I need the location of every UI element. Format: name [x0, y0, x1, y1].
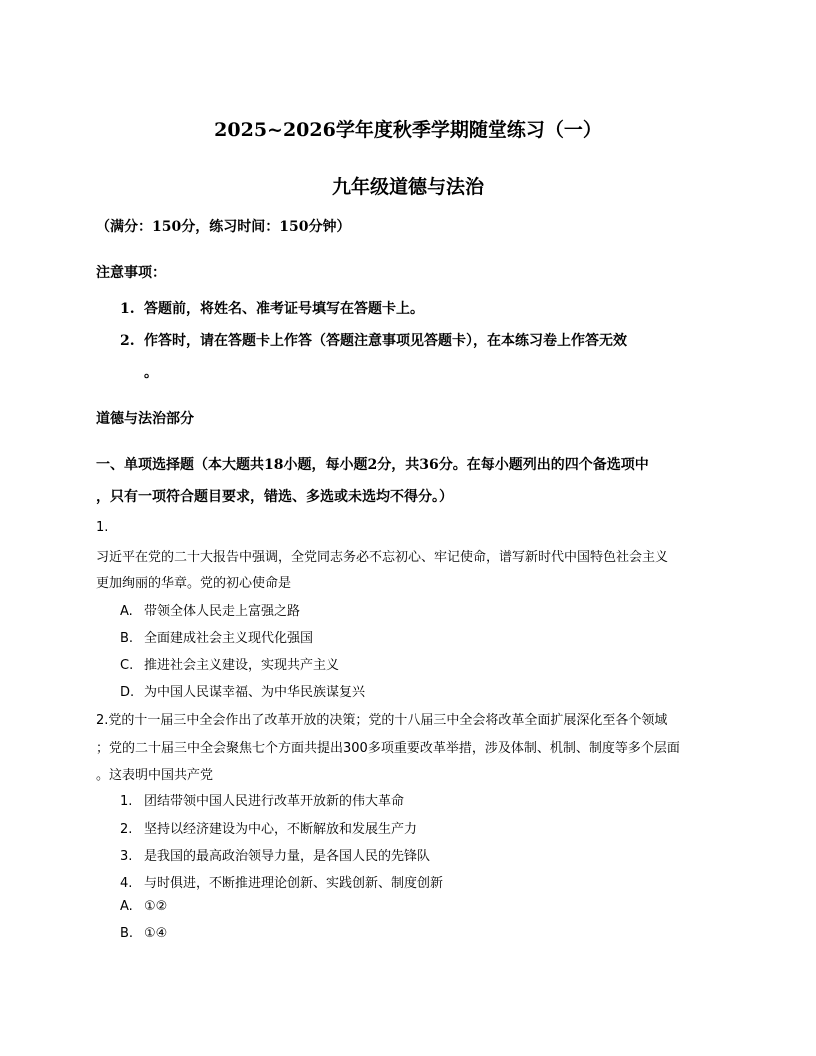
- option-label: B.: [120, 631, 134, 646]
- exam-subtitle: 九年级道德与法治: [331, 176, 484, 198]
- option-a[interactable]: [120, 899, 167, 914]
- section-title: 道德与法治部分: [96, 411, 194, 427]
- option-b[interactable]: [120, 926, 167, 941]
- statement-item: [120, 790, 404, 809]
- statement-item: [120, 818, 417, 837]
- option-label: A.: [120, 604, 133, 619]
- statement-item: [120, 845, 430, 864]
- question-stem: 更加绚丽的华章。党的初心使命是: [96, 576, 292, 591]
- statement-text: 与时俱进，不断推进理论创新、实践创新、制度创新: [144, 876, 444, 891]
- question-stem: 2.党的十一届三中全会作出了改革开放的决策；党的十八届三中全会将改革全面扩展深化至各个领域: [96, 713, 668, 728]
- option-label: A.: [120, 899, 133, 914]
- option-label: D.: [120, 685, 135, 700]
- statement-label: 3.: [120, 849, 133, 864]
- part-heading-line2: ，只有一项符合题目要求，错选、多选或未选均不得分。）: [96, 489, 453, 505]
- statement-label: 2.: [120, 822, 133, 837]
- statement-label: 1.: [120, 794, 133, 809]
- option-text: 全面建成社会主义现代化强国: [144, 631, 314, 646]
- notice-number: 1.: [120, 301, 135, 317]
- notice-heading: 注意事项：: [96, 265, 166, 281]
- option-text: 为中国人民谋幸福、为中华民族谋复兴: [144, 685, 366, 700]
- statement-item: [120, 872, 443, 891]
- question-stem: ；党的二十届三中全会聚焦七个方面共提出300多项重要改革举措，涉及体制、机制、制度等多个层面: [96, 741, 680, 756]
- statement-label: 4.: [120, 876, 133, 891]
- option-label: C.: [120, 658, 134, 673]
- option-a[interactable]: [120, 600, 300, 619]
- option-text: ①②: [144, 899, 168, 914]
- statement-text: 团结带领中国人民进行改革开放新的伟大革命: [144, 794, 405, 809]
- option-b[interactable]: [120, 627, 313, 646]
- statement-text: 是我国的最高政治领导力量，是各国人民的先锋队: [144, 849, 431, 864]
- question-stem: 。这表明中国共产党: [96, 768, 214, 783]
- question-number: 1.: [96, 520, 109, 535]
- notice-text-continuation: 。: [144, 365, 158, 381]
- option-c[interactable]: [120, 654, 339, 673]
- notice-item: [120, 298, 424, 318]
- statement-text: 坚持以经济建设为中心，不断解放和发展生产力: [144, 822, 418, 837]
- option-label: B.: [120, 926, 134, 941]
- notice-number: 2.: [120, 333, 135, 349]
- option-d[interactable]: [120, 681, 365, 700]
- question-stem: 习近平在党的二十大报告中强调，全党同志务必不忘初心、牢记使命，谱写新时代中国特色社会主义: [96, 550, 669, 565]
- notice-text: 作答时，请在答题卡上作答（答题注意事项见答题卡），在本练习卷上作答无效: [144, 333, 627, 349]
- option-text: ①④: [144, 926, 168, 941]
- option-text: 推进社会主义建设，实现共产主义: [144, 658, 340, 673]
- exam-title: 2025~2026学年度秋季学期随堂练习（一）: [214, 119, 602, 141]
- exam-info: （满分：150分，练习时间：150分钟）: [96, 219, 351, 235]
- notice-text: 答题前，将姓名、准考证号填写在答题卡上。: [144, 301, 424, 317]
- notice-item: [120, 330, 627, 350]
- option-text: 带领全体人民走上富强之路: [144, 604, 301, 619]
- part-heading-line1: 一、单项选择题（本大题共18小题，每小题2分，共36分。在每小题列出的四个备选项中: [96, 457, 649, 473]
